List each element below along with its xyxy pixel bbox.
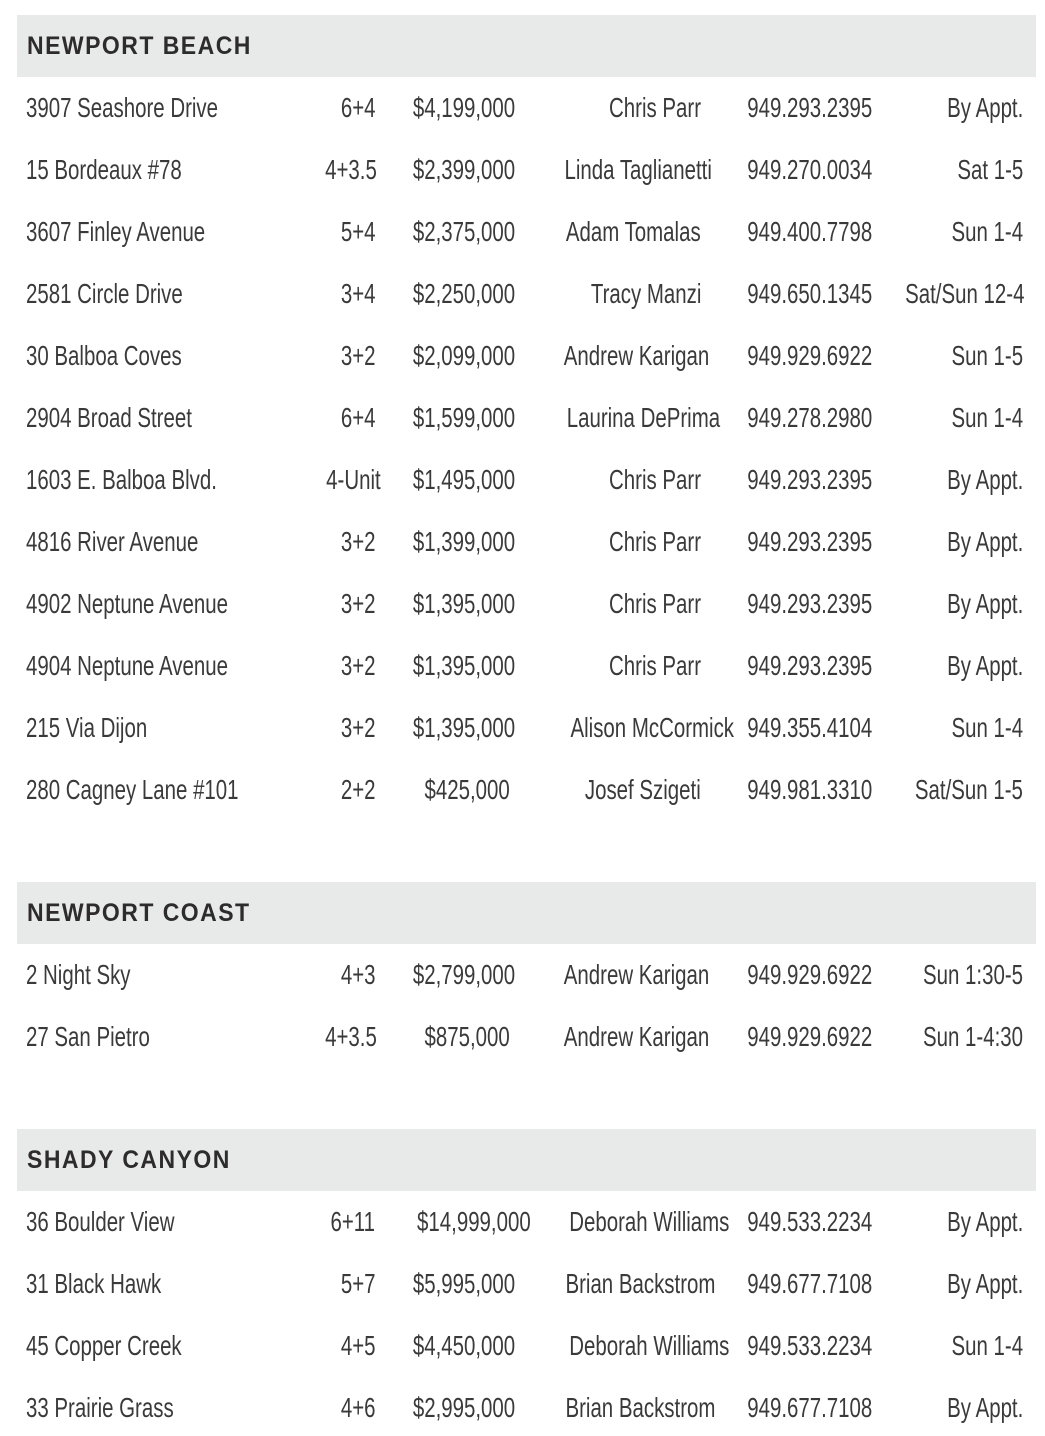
listing-beds-baths: 3+2 (340, 526, 375, 557)
listing-address: 27 San Pietro (26, 1021, 150, 1052)
listing-showing-time: Sun 1:30-5 (922, 959, 1023, 990)
listing-price: $2,399,000 (412, 154, 516, 185)
listing-phone: 949.293.2395 (747, 526, 873, 557)
listing-price: $2,250,000 (412, 278, 516, 309)
listing-price: $2,099,000 (412, 340, 516, 371)
listing-beds-baths: 4+3.5 (325, 154, 377, 185)
listing-phone: 949.278.2980 (747, 402, 873, 433)
listing-phone: 949.355.4104 (747, 712, 873, 743)
listing-phone: 949.650.1345 (747, 278, 873, 309)
listing-beds-baths: 3+2 (340, 650, 375, 681)
listing-agent: Linda Taglianetti (564, 154, 712, 185)
listing-address: 31 Black Hawk (26, 1268, 162, 1299)
listing-beds-baths: 5+7 (340, 1268, 375, 1299)
listing-beds-baths: 5+4 (340, 216, 375, 247)
listing-address: 33 Prairie Grass (26, 1392, 174, 1423)
listing-agent: Josef Szigeti (585, 774, 701, 805)
listing-address: 2581 Circle Drive (26, 278, 183, 309)
listing-beds-baths: 4+5 (340, 1330, 375, 1361)
listing-address: 215 Via Dijon (26, 712, 148, 743)
listing-price: $2,995,000 (412, 1392, 516, 1423)
listing-agent: Brian Backstrom (565, 1392, 716, 1423)
listing-phone: 949.929.6922 (747, 1021, 873, 1052)
listing-row (17, 944, 1036, 1006)
listing-row (17, 201, 1036, 263)
listing-price: $1,599,000 (412, 402, 516, 433)
listing-price: $1,399,000 (412, 526, 516, 557)
listing-showing-time: By Appt. (946, 1392, 1023, 1423)
listing-address: 30 Balboa Coves (26, 340, 182, 371)
listing-agent: Chris Parr (609, 588, 701, 619)
listing-beds-baths: 4+6 (340, 1392, 375, 1423)
listing-phone: 949.677.7108 (747, 1268, 873, 1299)
listing-showing-time: Sun 1-4:30 (922, 1021, 1023, 1052)
listing-price: $4,450,000 (412, 1330, 516, 1361)
listing-section (17, 882, 1036, 1068)
listing-row (17, 77, 1036, 139)
listing-row (17, 325, 1036, 387)
listing-address: 280 Cagney Lane #101 (26, 774, 239, 805)
listing-price: $1,395,000 (412, 712, 516, 743)
listing-agent: Andrew Karigan (563, 959, 710, 990)
listing-agent: Chris Parr (609, 650, 701, 681)
listing-agent: Tracy Manzi (590, 278, 701, 309)
listing-agent: Laurina DePrima (566, 402, 721, 433)
listing-address: 4816 River Avenue (26, 526, 199, 557)
listing-agent: Andrew Karigan (563, 340, 710, 371)
listing-row (17, 263, 1036, 325)
listing-section (17, 15, 1036, 821)
listing-row (17, 1006, 1036, 1068)
listing-address: 3607 Finley Avenue (26, 216, 206, 247)
listing-beds-baths: 3+2 (340, 712, 375, 743)
listing-section (17, 1129, 1036, 1436)
listing-row (17, 1315, 1036, 1377)
listing-row (17, 511, 1036, 573)
listing-address: 4902 Neptune Avenue (26, 588, 228, 619)
listing-address: 4904 Neptune Avenue (26, 650, 228, 681)
listing-row (17, 1253, 1036, 1315)
listing-beds-baths: 2+2 (340, 774, 375, 805)
listing-price: $2,799,000 (412, 959, 516, 990)
listing-showing-time: By Appt. (946, 650, 1023, 681)
listing-row (17, 697, 1036, 759)
listing-beds-baths: 3+2 (340, 588, 375, 619)
listing-phone: 949.533.2234 (747, 1330, 873, 1361)
listing-price: $4,199,000 (412, 92, 516, 123)
listing-phone: 949.293.2395 (747, 92, 873, 123)
listing-showing-time: By Appt. (946, 464, 1023, 495)
listing-address: 2 Night Sky (26, 959, 131, 990)
section-rows (17, 77, 1036, 821)
listing-agent: Alison McCormick (570, 712, 735, 743)
listing-row (17, 635, 1036, 697)
listing-showing-time: Sat/Sun 1-5 (915, 774, 1023, 805)
section-title: SHADY CANYON (27, 1145, 231, 1174)
listing-phone: 949.929.6922 (747, 340, 873, 371)
listing-agent: Andrew Karigan (563, 1021, 710, 1052)
section-header (17, 882, 1036, 944)
listing-beds-baths: 3+2 (340, 340, 375, 371)
listing-row (17, 1191, 1036, 1253)
section-rows (17, 1191, 1036, 1436)
listing-beds-baths: 4+3 (340, 959, 375, 990)
listing-address: 1603 E. Balboa Blvd. (26, 464, 217, 495)
listing-price: $1,395,000 (412, 588, 516, 619)
listing-address: 36 Boulder View (26, 1206, 175, 1237)
listing-agent: Adam Tomalas (566, 216, 701, 247)
listing-row (17, 1377, 1036, 1436)
listing-beds-baths: 6+11 (330, 1206, 375, 1237)
listing-agent: Deborah Williams (569, 1330, 730, 1361)
listing-showing-time: Sun 1-5 (951, 340, 1023, 371)
listing-phone: 949.929.6922 (747, 959, 873, 990)
listing-row (17, 387, 1036, 449)
listing-price: $425,000 (424, 774, 510, 805)
listing-price: $1,495,000 (412, 464, 516, 495)
listing-price: $14,999,000 (417, 1206, 531, 1237)
listing-address: 15 Bordeaux #78 (26, 154, 182, 185)
listing-price: $2,375,000 (412, 216, 516, 247)
section-rows (17, 944, 1036, 1068)
listing-row (17, 139, 1036, 201)
listing-sections (17, 15, 1045, 1436)
listing-showing-time: Sun 1-4 (951, 712, 1023, 743)
listing-phone: 949.270.0034 (747, 154, 873, 185)
listing-beds-baths: 6+4 (340, 402, 375, 433)
listing-showing-time: By Appt. (946, 588, 1023, 619)
listing-agent: Brian Backstrom (565, 1268, 716, 1299)
listing-showing-time: By Appt. (946, 526, 1023, 557)
listing-showing-time: Sat/Sun 12-4 (905, 278, 1025, 309)
listing-agent: Chris Parr (609, 92, 701, 123)
listing-price: $1,395,000 (412, 650, 516, 681)
listing-phone: 949.293.2395 (747, 464, 873, 495)
listing-phone: 949.293.2395 (747, 588, 873, 619)
listing-price: $5,995,000 (412, 1268, 516, 1299)
listing-address: 45 Copper Creek (26, 1330, 182, 1361)
section-title: NEWPORT BEACH (27, 31, 252, 60)
listing-phone: 949.533.2234 (747, 1206, 873, 1237)
listing-row (17, 449, 1036, 511)
listing-phone: 949.293.2395 (747, 650, 873, 681)
listing-agent: Chris Parr (609, 464, 701, 495)
listing-showing-time: Sun 1-4 (951, 402, 1023, 433)
listing-showing-time: By Appt. (946, 1268, 1023, 1299)
listing-address: 3907 Seashore Drive (26, 92, 219, 123)
listing-showing-time: By Appt. (946, 1206, 1023, 1237)
listing-beds-baths: 4+3.5 (325, 1021, 377, 1052)
listing-price: $875,000 (424, 1021, 510, 1052)
listing-beds-baths: 4-Unit (326, 464, 381, 495)
listing-showing-time: By Appt. (946, 92, 1023, 123)
listing-beds-baths: 6+4 (340, 92, 375, 123)
listing-phone: 949.677.7108 (747, 1392, 873, 1423)
listing-showing-time: Sun 1-4 (951, 216, 1023, 247)
listing-agent: Chris Parr (609, 526, 701, 557)
listing-row (17, 573, 1036, 635)
listing-showing-time: Sat 1-5 (957, 154, 1023, 185)
listing-beds-baths: 3+4 (340, 278, 375, 309)
listing-agent: Deborah Williams (569, 1206, 730, 1237)
listing-phone: 949.400.7798 (747, 216, 873, 247)
listing-showing-time: Sun 1-4 (951, 1330, 1023, 1361)
section-header (17, 15, 1036, 77)
section-title: NEWPORT COAST (27, 898, 251, 927)
listing-phone: 949.981.3310 (747, 774, 873, 805)
listing-address: 2904 Broad Street (26, 402, 192, 433)
listing-row (17, 759, 1036, 821)
section-header (17, 1129, 1036, 1191)
